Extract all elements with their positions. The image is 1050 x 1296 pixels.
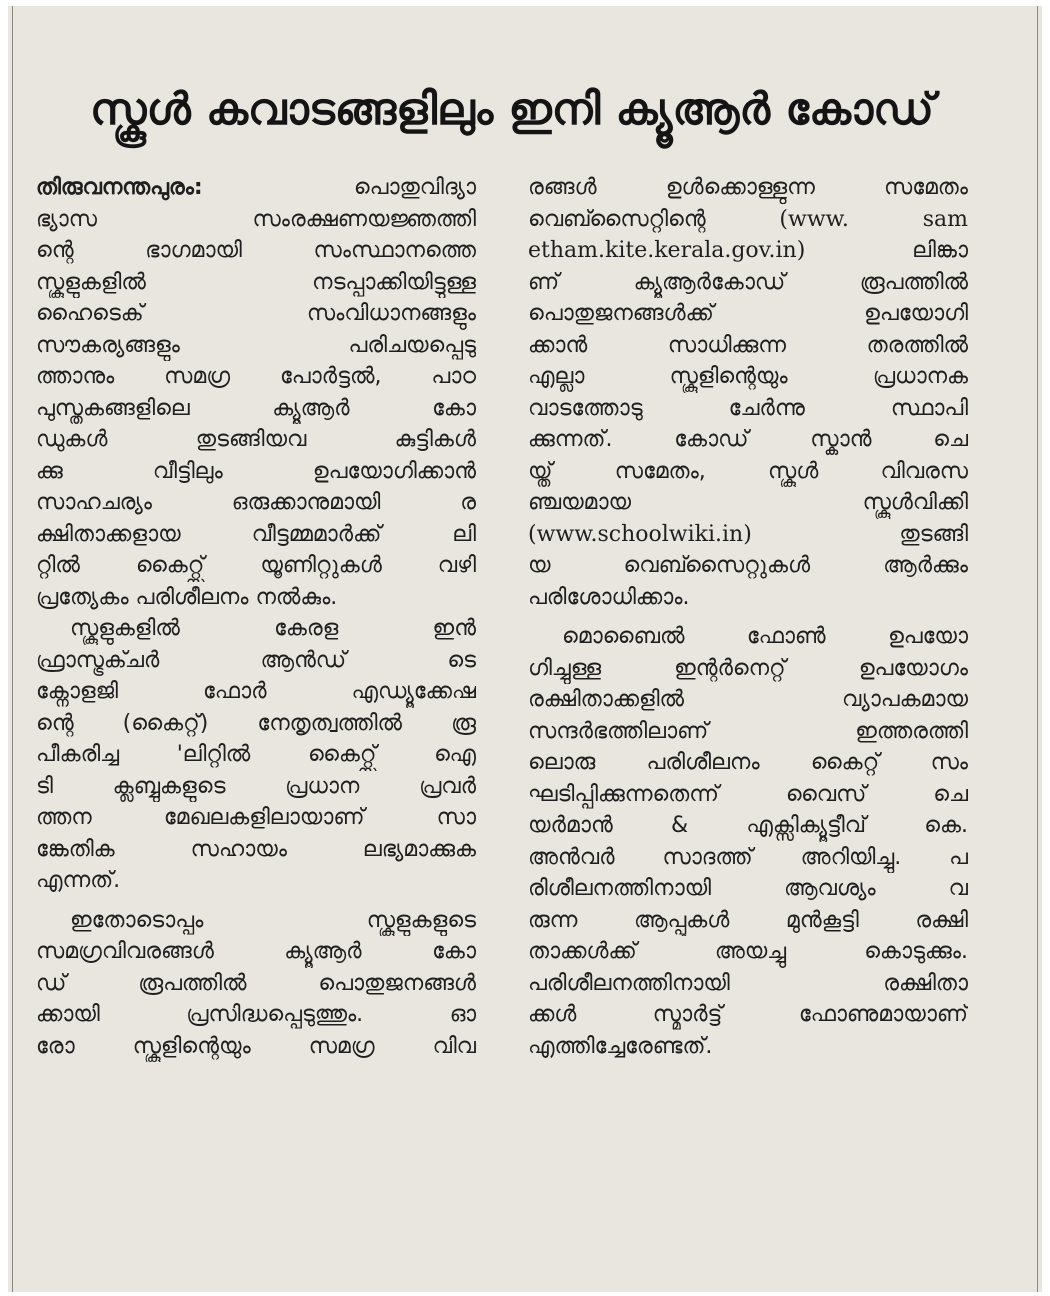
text-line: ക്കുന്നത്. കോഡ് സ്കാൻ ചെ — [528, 427, 968, 452]
text-line: ഞ്ചയമായ സ്കൂൾവിക്കി — [528, 490, 968, 515]
text-line: അൻവർ സാദത്ത് അറിയിച്ചു. പ — [528, 844, 968, 870]
text-line: പീകരിച്ച 'ലിറ്റിൽ കൈറ്റ്സ് ഐ — [36, 742, 476, 767]
right-border-rule — [1037, 6, 1038, 1292]
text-line: പുസ്തകങ്ങളിലെ ക്യൂആർ കോ — [36, 395, 476, 421]
text-line: താക്കൾക്ക് അയച്ചു കൊടുക്കും. — [528, 939, 968, 964]
text-line: ഡുകൾ തുടങ്ങിയവ കുട്ടികൾ — [36, 427, 476, 452]
text-line: ഇതോടൊപ്പം സ്കൂളുകളുടെ — [70, 907, 476, 933]
text-line: സ്കൂളുകളിൽ കേരള ഇൻ — [70, 616, 476, 641]
text-line: രക്ഷിതാക്കളിൽ വ്യാപകമായ — [528, 687, 968, 712]
text-line: ക്കു വീട്ടിലും ഉപയോഗിക്കാൻ — [36, 458, 476, 484]
text-line: ഭ്യാസ സംരക്ഷണയജ്ഞത്തി — [36, 206, 476, 232]
left-border-rule — [12, 6, 13, 1292]
text-line: സൗകര്യങ്ങളും പരിചയപ്പെടു — [36, 332, 476, 358]
newspaper-clipping — [8, 6, 1042, 1292]
text-line: ണ് ക്യൂആർകോഡ് രൂപത്തിൽ — [528, 269, 968, 295]
text-line: ക്കായി പ്രസിദ്ധപ്പെടുത്തും. ഓ — [36, 1002, 476, 1027]
text-line: ന്റെ (കൈറ്റ്) നേതൃത്വത്തിൽ രൂ — [36, 710, 476, 736]
text-line: ങ്കേതിക സഹായം ലഭ്യമാക്കുക — [36, 836, 476, 862]
text-line: ടി ക്ലബ്ബുകളുടെ പ്രധാന പ്രവർ — [36, 773, 476, 799]
text-line: ഗിച്ചുള്ള ഇന്റർനെറ്റ് ഉപയോഗം — [528, 655, 968, 681]
text-line: ത്താനും സമഗ്ര പോർട്ടൽ, പാഠ — [36, 364, 476, 389]
text-line: മൊബൈൽ ഫോൺ ഉപയോ — [562, 624, 968, 649]
text-line: എന്നത്. — [36, 868, 121, 893]
text-line: യ്ത് സമേതം, സ്കൂൾ വിവരസ — [528, 458, 968, 484]
text-line: സന്ദർഭത്തിലാണ് ഇത്തരത്തി — [528, 718, 968, 744]
left-column — [36, 172, 476, 1062]
text-line: പരിശോധിക്കാം. — [528, 584, 690, 610]
text-line: ന്റെ ഭാഗമായി സംസ്ഥാനത്തെ — [36, 238, 476, 263]
text-line: ഫ്രാസ്ട്രക്ചർ ആൻഡ് ടെ — [36, 647, 476, 673]
text-line: ഘടിപ്പിക്കുന്നതെന്ന് വൈസ് ചെ — [528, 781, 968, 807]
text-line: രുന്ന ആപ്പുകൾ മുൻകൂട്ടി രക്ഷി — [528, 907, 968, 933]
text-line: ക്കൾ സ്മാർട്ട് ഫോണുമായാണ് — [528, 1002, 968, 1027]
text-line: ഡ് രൂപത്തിൽ പൊതുജനങ്ങൾ — [36, 970, 476, 996]
text-line: ക്ഷിതാക്കളായ വീട്ടമ്മമാർക്ക് ലി — [36, 521, 476, 547]
text-line: ഹൈടെക് സംവിധാനങ്ങളും — [36, 301, 476, 326]
text-line: എല്ലാ സ്കൂളിന്റെയും പ്രധാനക — [528, 364, 968, 389]
text-line: (www.schoolwiki.in) തുടങ്ങി — [528, 521, 968, 547]
text-line: etham.kite.kerala.gov.in) ലിങ്കാ — [528, 238, 968, 263]
text-line: ക്കാൻ സാധിക്കുന്ന തരത്തിൽ — [528, 332, 968, 358]
headline: സ്കൂൾ കവാടങ്ങളിലും ഇനി ക്യൂആർ കോഡ് — [90, 84, 934, 135]
text-line: യ വെബ്സൈറ്റുകൾ ആർക്കും — [528, 553, 968, 578]
text-line: ക്നോളജി ഫോർ എഡ്യൂക്കേഷ — [36, 679, 476, 704]
text-line: സമഗ്രവിവരങ്ങൾ ക്യൂആർ കോ — [36, 939, 476, 964]
text-line: സ്കൂളുകളിൽ നടപ്പാക്കിയിട്ടുള്ള — [36, 269, 476, 295]
text-line: പരിശീലനത്തിനായി രക്ഷിതാ — [528, 970, 968, 996]
text-line: യർമാൻ & എക്സിക്യൂട്ടീവ് കെ. — [528, 813, 968, 838]
text-line: എത്തിച്ചേരേണ്ടത്. — [528, 1033, 713, 1059]
dateline: തിരുവനന്തപുരം: — [36, 175, 203, 200]
text-line: പ്രത്യേകം പരിശീലനം നൽകും. — [36, 584, 338, 610]
text-line: ത്തന മേഖലകളിലായാണ് സാ — [36, 805, 476, 830]
text-line: പൊതുജനങ്ങൾക്ക് ഉപയോഗി — [528, 301, 968, 326]
text-line: സാഹചര്യം ഒരുക്കാനുമായി ര — [36, 490, 476, 515]
text-line: തിരുവനന്തപുരം: പൊതുവിദ്യാ — [36, 175, 476, 200]
text-line: ലൊരു പരിശീലനം കൈറ്റ് സം — [528, 750, 968, 775]
text-line: വാടത്തോടു ചേർന്നു സ്ഥാപി — [528, 395, 968, 421]
right-column — [528, 172, 968, 1062]
text-line: രിശീലനത്തിനായി ആവശ്യം വ — [528, 876, 968, 901]
text-line: രോ സ്കൂളിന്റെയും സമഗ്ര വിവ — [36, 1033, 476, 1059]
text-line: വെബ്സൈറ്റിന്റെ (www. sam — [528, 206, 968, 232]
text-line: രങ്ങൾ ഉൾക്കൊള്ളുന്ന സമേതം — [528, 175, 968, 200]
text-line: റ്റിൽ കൈറ്റ്സ് യൂണിറ്റുകൾ വഴി — [36, 553, 476, 578]
